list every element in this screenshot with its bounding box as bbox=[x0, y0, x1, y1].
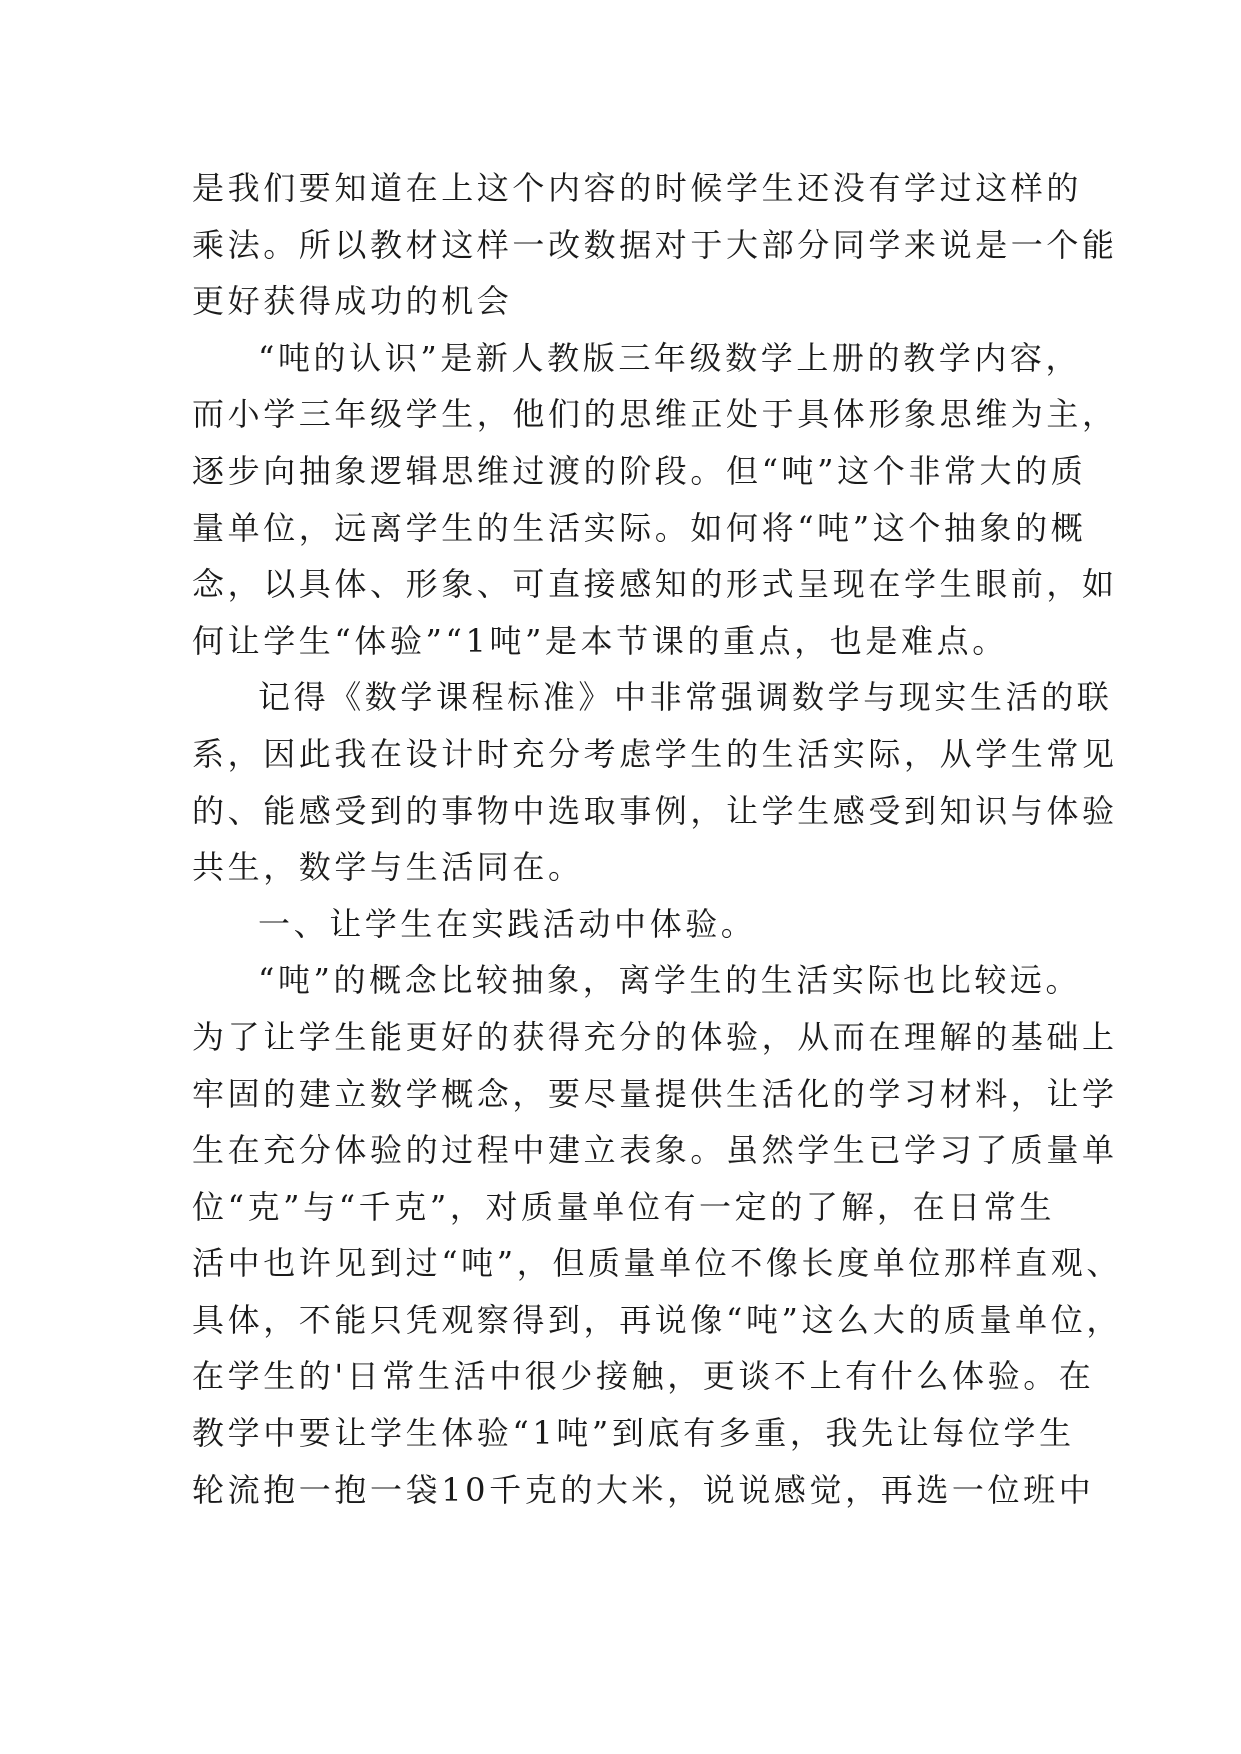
text-line: 念，以具体、形象、可直接感知的形式呈现在学生眼前，如 bbox=[192, 565, 1118, 604]
text-line: 何让学生“体验”“1吨”是本节课的重点，也是难点。 bbox=[192, 621, 1008, 660]
text-line: “吨”的概念比较抽象，离学生的生活实际也比较远。 bbox=[258, 961, 1082, 1000]
text-line: 乘法。所以教材这样一改数据对于大部分同学来说是一个能 bbox=[192, 225, 1118, 264]
document-body bbox=[192, 160, 1122, 1518]
text-line: 在学生的'日常生活中很少接触，更谈不上有什么体验。在 bbox=[192, 1357, 1095, 1396]
text-line: 的、能感受到的事物中选取事例，让学生感受到知识与体验 bbox=[192, 791, 1118, 830]
text-line: 生在充分体验的过程中建立表象。虽然学生已学习了质量单 bbox=[192, 1131, 1118, 1170]
text-line: 牢固的建立数学概念，要尽量提供生活化的学习材料，让学 bbox=[192, 1074, 1118, 1113]
text-line: 记得《数学课程标准》中非常强调数学与现实生活的联 bbox=[258, 678, 1113, 717]
text-line: 共生，数学与生活同在。 bbox=[192, 848, 584, 887]
text-line: 轮流抱一抱一袋10千克的大米，说说感觉，再选一位班中 bbox=[192, 1470, 1095, 1509]
text-line: 一、让学生在实践活动中体验。 bbox=[258, 904, 757, 943]
text-line: 位“克”与“千克”，对质量单位有一定的了解，在日常生 bbox=[192, 1187, 1056, 1226]
text-line: “吨的认识”是新人教版三年级数学上册的教学内容， bbox=[258, 338, 1082, 377]
text-line: 逐步向抽象逻辑思维过渡的阶段。但“吨”这个非常大的质 bbox=[192, 451, 1087, 490]
text-line: 系，因此我在设计时充分考虑学生的生活实际，从学生常见 bbox=[192, 734, 1118, 773]
text-line: 教学中要让学生体验“1吨”到底有多重，我先让每位学生 bbox=[192, 1414, 1075, 1453]
text-line: 更好获得成功的机会 bbox=[192, 282, 513, 321]
text-line: 具体，不能只凭观察得到，再说像“吨”这么大的质量单位， bbox=[192, 1300, 1122, 1339]
text-line: 为了让学生能更好的获得充分的体验，从而在理解的基础上 bbox=[192, 1017, 1118, 1056]
text-line: 是我们要知道在上这个内容的时候学生还没有学过这样的 bbox=[192, 169, 1083, 207]
text-line: 活中也许见到过“吨”，但质量单位不像长度单位那样直观、 bbox=[192, 1244, 1122, 1283]
text-line: 而小学三年级学生，他们的思维正处于具体形象思维为主， bbox=[192, 395, 1118, 434]
text-line: 量单位，远离学生的生活实际。如何将“吨”这个抽象的概 bbox=[192, 508, 1087, 547]
